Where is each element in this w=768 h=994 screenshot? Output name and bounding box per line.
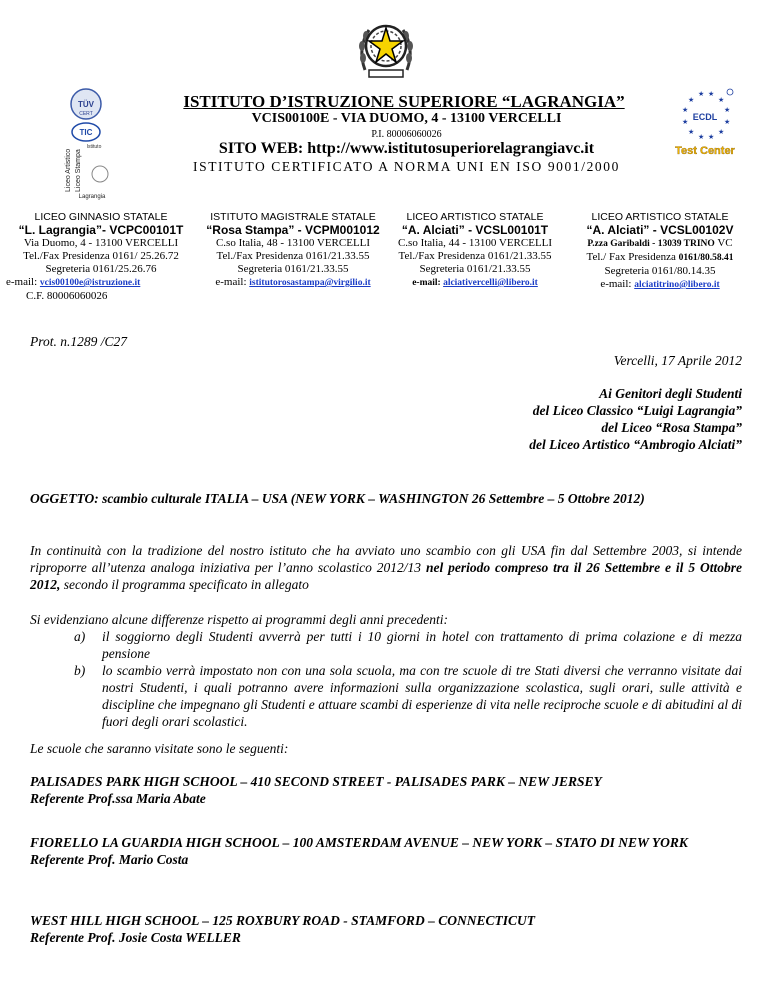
svg-text:★: ★ <box>698 133 705 141</box>
list-item <box>30 628 742 662</box>
svg-text:★: ★ <box>688 128 695 136</box>
institute-vat: P.I. 80006060026 <box>371 129 442 140</box>
recipient-line: del Liceo Artistico “Ambrogio Alciati” <box>529 437 742 452</box>
school-phone: Tel./Fax Presidenza 0161/21.33.55 <box>398 250 552 262</box>
school-address-tail: VC <box>714 237 733 249</box>
svg-text:Istituto: Istituto <box>86 144 102 150</box>
school-address: P.zza Garibaldi - 13039 TRINO <box>587 239 715 249</box>
school-address: C.so Italia, 44 - 13100 VERCELLI <box>397 237 553 249</box>
list-label: b) <box>74 663 86 678</box>
school-heading: LICEO ARTISTICO STATALE <box>406 211 544 223</box>
school-phone: Tel./Fax Presidenza 0161/21.33.55 <box>216 250 370 262</box>
intro-period: nel periodo compreso tra il 26 Settembre e il 5 Ottobre 2012, <box>30 560 742 592</box>
email-label: e-mail: <box>600 278 635 290</box>
intro-text: In continuità con la tradizione del nostro istituto che ha avviato uno scambio con gli USA fin dal Settembre 2003, si intende riproporre all’utenza analoga iniziativa per l’anno scolastico 2012/13 <box>30 543 742 575</box>
school-phone-label: Tel./ Fax Presidenza <box>586 251 679 263</box>
school-address: C.so Italia, 48 - 13100 VERCELLI <box>215 237 371 249</box>
school-phone: 0161/80.58.41 <box>678 253 734 263</box>
svg-text:Test Center: Test Center <box>675 145 735 157</box>
visited-school-2 <box>30 834 742 868</box>
svg-text:★: ★ <box>724 106 731 114</box>
institute-name: ISTITUTO D’ISTRUZIONE SUPERIORE “LAGRANGIA” <box>183 92 625 111</box>
email-label: e-mail: <box>6 276 40 288</box>
letter-subject: OGGETTO: scambio culturale ITALIA – USA (NEW YORK – WASHINGTON 26 Settembre – 5 Ottobre 2012) <box>30 491 645 506</box>
svg-text:★: ★ <box>708 133 715 141</box>
email-label: e-mail: <box>215 276 250 288</box>
letter-date: Vercelli, 17 Aprile 2012 <box>613 353 742 368</box>
visited-school-1 <box>30 773 742 807</box>
intro-tail: secondo il programma specificato in allegato <box>60 577 309 592</box>
school-column-lagrangia <box>6 211 196 303</box>
school-heading: LICEO ARTISTICO STATALE <box>591 211 729 223</box>
visited-school-3 <box>30 912 742 946</box>
school-name: “L. Lagrangia”- VCPC00101T <box>18 223 184 237</box>
visited-school-referent: Referente Prof. Mario Costa <box>30 852 189 867</box>
list-text: il soggiorno degli Studenti avverrà per tutti i 10 giorni in hotel con trattamento di prima colazione e di mezza pensione <box>102 629 742 661</box>
school-secretary: Segreteria 0161/21.33.55 <box>237 263 349 275</box>
visited-school-name: FIORELLO LA GUARDIA HIGH SCHOOL – 100 AMSTERDAM AVENUE – NEW YORK – STATO DI NEW YORK <box>30 835 688 850</box>
differences-section <box>30 611 742 730</box>
svg-text:ECDL: ECDL <box>692 112 718 122</box>
school-heading: LICEO GINNASIO STATALE <box>34 211 168 223</box>
school-name: “A. Alciati” - VCSL00101T <box>401 223 549 237</box>
visited-school-referent: Referente Prof.ssa Maria Abate <box>30 791 206 806</box>
svg-text:★: ★ <box>688 96 695 104</box>
intro-paragraph <box>30 542 742 593</box>
school-column-rosa-stampa <box>198 211 388 290</box>
svg-text:★: ★ <box>708 90 715 98</box>
school-address: Via Duomo, 4 - 13100 VERCELLI <box>23 237 179 249</box>
svg-text:Lagrangia: Lagrangia <box>78 194 106 200</box>
recipients-block <box>30 385 742 453</box>
school-column-alciati-trino <box>562 211 758 292</box>
school-name: “A. Alciati” - VCSL00102V <box>586 223 734 237</box>
svg-text:Liceo Stampa: Liceo Stampa <box>75 149 82 192</box>
list-label: a) <box>74 629 86 644</box>
svg-text:★: ★ <box>724 118 731 126</box>
list-text: lo scambio verrà impostato non con una sola scuola, ma con tre scuole di tre Stati diversi che verranno visitate dai nostri Studenti, i quali potranno avere informazioni sulla organizzazione scolastica, sugli orari, sulle attività e discipline che impegnano gli Studenti e attuare scambi di esperienze di vita nelle reciproche scuole e di abitudini al di fuori degli orari scolastici. <box>102 663 742 729</box>
svg-text:★: ★ <box>682 106 689 114</box>
schools-intro: Le scuole che saranno visitate sono le seguenti: <box>30 741 289 756</box>
school-email-link[interactable]: alciatitrino@libero.it <box>634 280 720 290</box>
institute-code-address: VCIS00100E - VIA DUOMO, 4 - 13100 VERCELLI <box>251 111 562 126</box>
svg-text:★: ★ <box>682 118 689 126</box>
recipient-line: del Liceo Classico “Luigi Lagrangia” <box>532 403 742 418</box>
svg-text:Liceo Artistico: Liceo Artistico <box>65 148 72 192</box>
school-name: “Rosa Stampa” - VCPM001012 <box>206 223 380 237</box>
school-secretary: Segreteria 0161/21.33.55 <box>419 263 531 275</box>
school-phone: Tel./Fax Presidenza 0161/ 25.26.72 <box>23 250 179 262</box>
svg-text:TIC: TIC <box>79 128 93 137</box>
visited-school-name: PALISADES PARK HIGH SCHOOL – 410 SECOND STREET - PALISADES PARK – NEW JERSEY <box>30 774 602 789</box>
recipient-line: Ai Genitori degli Studenti <box>599 386 742 401</box>
school-email-link[interactable]: alciativercelli@libero.it <box>443 278 538 288</box>
svg-text:CERT: CERT <box>79 111 93 117</box>
iso-certification: ISTITUTO CERTIFICATO A NORMA UNI EN ISO 9001/2000 <box>193 159 620 174</box>
school-email-link[interactable]: vcis00100e@istruzione.it <box>39 278 141 288</box>
visited-school-referent: Referente Prof. Josie Costa WELLER <box>30 930 241 945</box>
school-email-link[interactable]: istitutorosastampa@virgilio.it <box>249 278 371 288</box>
school-column-alciati-vercelli <box>380 211 570 290</box>
school-heading: ISTITUTO MAGISTRALE STATALE <box>210 211 376 223</box>
list-item <box>30 662 742 730</box>
recipient-line: del Liceo “Rosa Stampa” <box>601 420 742 435</box>
differences-intro: Si evidenziano alcune differenze rispetto ai programmi degli anni precedenti: <box>30 612 449 627</box>
svg-text:★: ★ <box>718 128 725 136</box>
svg-text:★: ★ <box>698 90 705 98</box>
school-secretary: Segreteria 0161/25.26.76 <box>45 263 157 275</box>
email-label: e-mail: <box>412 278 444 288</box>
institute-website[interactable]: SITO WEB: http://www.istitutosuperiorelagrangiavc.it <box>218 140 595 157</box>
svg-text:TÜV: TÜV <box>78 100 94 109</box>
school-secretary: Segreteria 0161/80.14.35 <box>604 265 716 277</box>
visited-school-name: WEST HILL HIGH SCHOOL – 125 ROXBURY ROAD - STAMFORD – CONNECTICUT <box>30 913 535 928</box>
republic-emblem <box>355 14 417 82</box>
school-tax-code: C.F. 80006060026 <box>26 290 108 302</box>
svg-text:★: ★ <box>718 96 725 104</box>
protocol-number: Prot. n.1289 /C27 <box>30 334 128 349</box>
